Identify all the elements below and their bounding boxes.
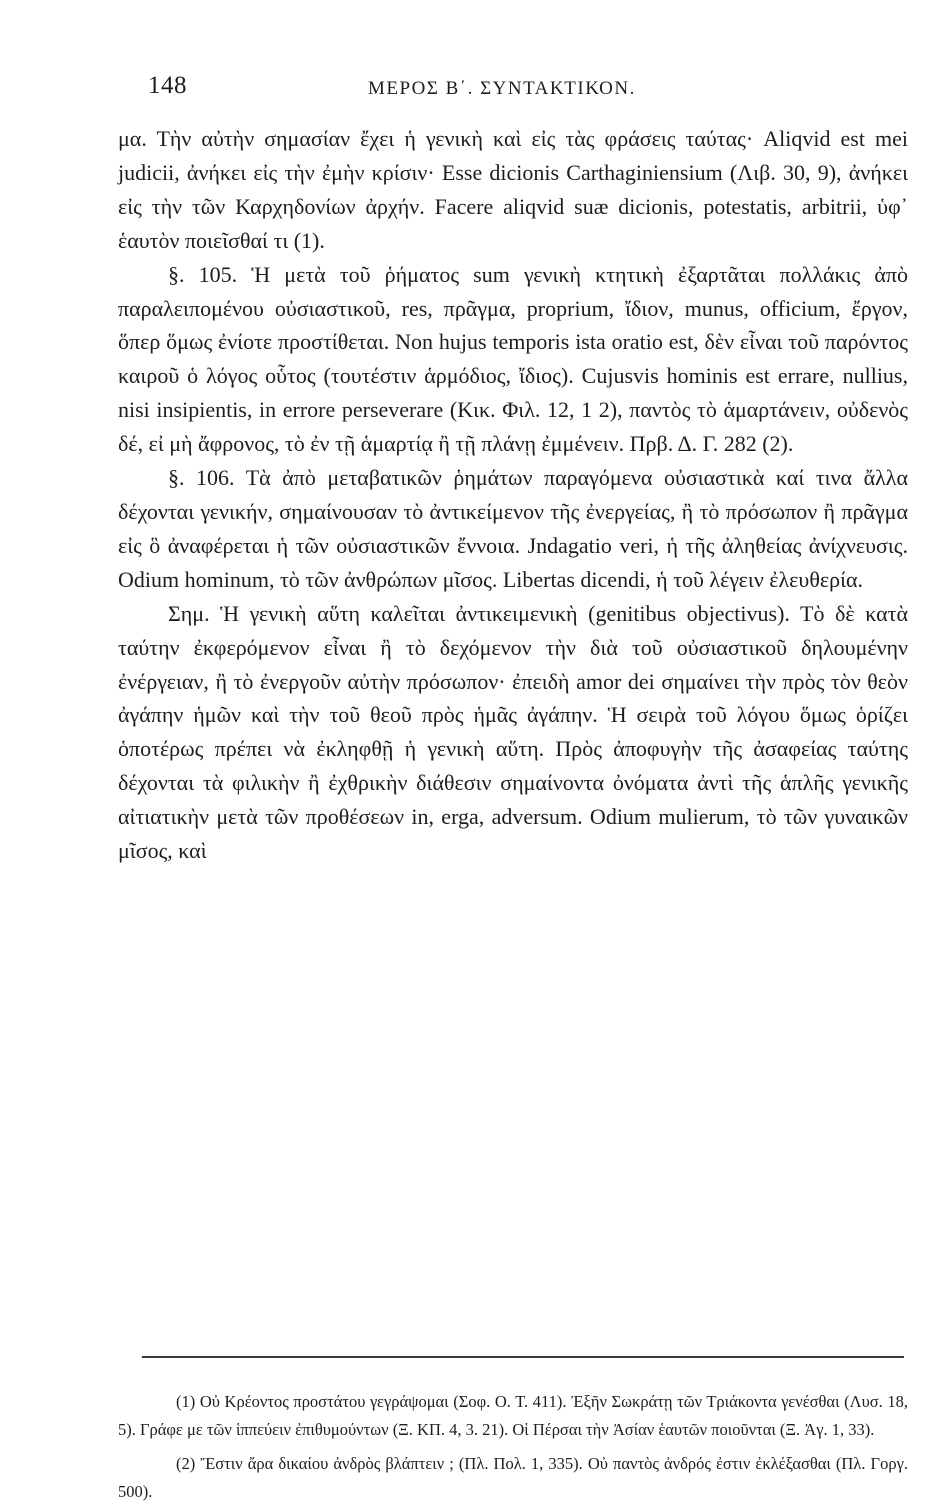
- footnote-divider: [142, 1356, 904, 1358]
- paragraph-section-106: §. 106. Τὰ ἀπὸ μεταβατικῶν ῥημάτων παραγόμενα οὐσιαστικὰ καί τινα ἄλλα δέχονται γενικήν, σημαίνουσαν τὸ ἀντικείμενον τῆς ἐνεργείας, ἢ τὸ πρόσωπον ἢ πρᾶγμα εἰς ὃ ἀναφέρεται ἡ τῶν οὐσιαστικῶν ἔννοια. Jndagatio veri, ἡ τῆς ἀληθείας ἀνίχνευσις. Odium hominum, τὸ τῶν ἀνθρώπων μῖσος. Libertas dicendi, ἡ τοῦ λέγειν ἐλευθερία.: [118, 465, 909, 592]
- paragraph-remark: Σημ. Ἡ γενικὴ αὕτη καλεῖται ἀντικειμενικὴ (genitibus objectivus). Τὸ δὲ κατὰ ταύτην ἐκφερόμενον εἶναι ἢ τὸ δεχόμενον τὴν διὰ τοῦ οὐσιαστικοῦ δηλουμένην ἐνέργειαν, ἢ τὸ ἐνεργοῦν αὐτὴν πρόσωπον· ἐπειδὴ amor dei σημαίνει τὴν πρὸς τὸν θεὸν ἀγάπην ἡμῶν καὶ τὴν τοῦ θεοῦ πρὸς ἡμᾶς ἀγάπην. Ἡ σειρὰ τοῦ λόγου ὅμως ὁρίζει ὁποτέρως πρέπει νὰ ἐκληφθῇ ἡ γενικὴ αὕτη. Πρὸς ἀποφυγὴν τῆς ἀσαφείας ταύτης δέχονται τὰ φιλικὴν ἢ ἐχθρικὴν διάθεσιν σημαίνοντα ὀνόματα ἀντὶ τῆς ἁπλῆς γενικῆς αἰτιατικὴν μετὰ τῶν προθέσεων in, erga, adversum. Odium mulierum, τὸ τῶν γυναικῶν μῖσος, καὶ: [118, 600, 908, 864]
- footnote-2: (2) Ἔστιν ἄρα δικαίου ἀνδρὸς βλάπτειν ; (Πλ. Πολ. 1, 335). Οὐ παντὸς ἀνδρός ἐστιν ἐκλέξασθαι (Πλ. Γοργ. 500).: [118, 1454, 908, 1501]
- footnote-1: (1) Οὐ Κρέοντος προστάτου γεγράψομαι (Σοφ. Ο. Τ. 411). Ἐξῆν Σωκράτῃ τῶν Τριάκοντα γενέσθαι (Λυσ. 18, 5). Γράφε με τῶν ἱππεύειν ἐπιθυμούντων (Ξ. ΚΠ. 4, 3. 21). Οἱ Πέρσαι τὴν Ἀσίαν ἑαυτῶν ποιοῦνται (Ξ. Ἀγ. 1, 33).: [118, 1392, 908, 1439]
- running-head: [148, 72, 908, 112]
- main-text: [118, 122, 908, 868]
- paragraph-continuation: μα. Τὴν αὐτὴν σημασίαν ἔχει ἡ γενικὴ καὶ εἰς τὰς φράσεις ταύτας· Aliqvid est mei judicii, ἀνήκει εἰς τὴν ἐμὴν κρίσιν· Esse dicionis Carthaginiensium (Λιβ. 30, 9), ἀνήκει εἰς τὴν τῶν Καρχηδονίων ἀρχήν. Facere aliqvid suæ dicionis, potestatis, arbitrii, ὑφ᾽ ἑαυτὸν ποιεῖσθαί τι (1).: [118, 126, 908, 253]
- page-number: 148: [148, 72, 187, 99]
- section-title: ΜΕΡΟΣ Β΄. ΣΥΝΤΑΚΤΙΚΟΝ.: [368, 78, 636, 99]
- paragraph-section-105: §. 105. Ἡ μετὰ τοῦ ῥήματος sum γενικὴ κτητικὴ ἐξαρτᾶται πολλάκις ἀπὸ παραλειπομένου οὐσιαστικοῦ, res, πρᾶγμα, proprium, ἴδιον, munus, officium, ἔργον, ὅπερ ὅμως ἐνίοτε προστίθεται. Non hujus temporis ista oratio est, δὲν εἶναι τοῦ παρόντος καιροῦ ὁ λόγος οὗτος (τουτέστιν ἁρμόδιος, ἴδιος). Cujusvis hominis est errare, nullius, nisi insipientis, in errore perseverare (Κικ. Φιλ. 12, 1 2), παντὸς τὸ ἁμαρτάνειν, οὐδενὸς δέ, εἰ μὴ ἄφρονος, τὸ ἐν τῇ ἁμαρτίᾳ ἢ τῇ πλάνῃ ἐμμένειν. Πρβ. Δ. Γ. 282 (2).: [118, 261, 908, 457]
- footnotes: [118, 1388, 908, 1512]
